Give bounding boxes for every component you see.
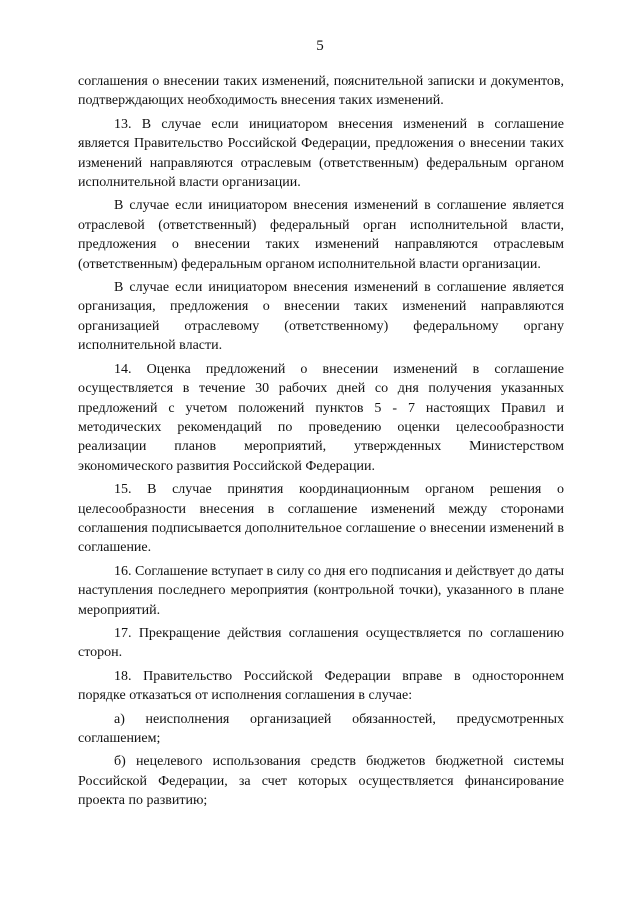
paragraph-item-16: 16. Соглашение вступает в силу со дня его подписания и действует до даты наступления последнего мероприятия (контрольной точки), указанного в плане мероприятий. [78,563,564,618]
paragraph-item-13: 13. В случае если инициатором внесения изменений в соглашение является Правительство Российской Федерации, предложения о внесении таких изменений направляются отраслевым (ответственным) федеральным органом исполнительной власти организации. [78,116,564,191]
paragraph-item-18-a: а) неисполнения организацией обязанностей, предусмотренных соглашением; [78,711,564,746]
paragraph-item-17: 17. Прекращение действия соглашения осуществляется по соглашению сторон. [78,625,564,661]
paragraph-item-15: 15. В случае принятия координационным органом решения о целесообразности внесения в соглашение изменений между сторонами соглашения подписывается дополнительное соглашение о внесении изменений в соглашение. [78,482,564,556]
paragraph-continuation: соглашения о внесении таких изменений, пояснительной записки и документов, подтверждающих необходимость внесения таких изменений. [78,74,564,109]
document-body [78,72,564,815]
page-number: 5 [316,38,324,54]
paragraph-item-18: 18. Правительство Российской Федерации вправе в одностороннем порядке отказаться от исполнения соглашения в случае: [78,668,564,704]
paragraph-item-13-federal-body: В случае если инициатором внесения изменений в соглашение является отраслевой (ответственный) федеральный орган исполнительной власти, предложения о внесении таких изменений направляются отраслевым (ответственным) федеральным органом исполнительной власти организации. [78,198,564,272]
paragraph-item-18-b: б) нецелевого использования средств бюджетов бюджетной системы Российской Федерации, за счет которых осуществляется финансирование проекта по развитию; [78,754,564,809]
paragraph-item-14: 14. Оценка предложений о внесении изменений в соглашение осуществляется в течение 30 рабочих дней со дня получения указанных предложений с учетом положений пунктов 5 - 7 настоящих Правил и методических рекомендаций по проведению оценки целесообразности реализации планов мероприятий, утвержденных Министерством экономического развития Российской Федерации. [78,361,564,474]
paragraph-item-13-organization: В случае если инициатором внесения изменений в соглашение является организация, предложения о внесении таких изменений направляются организацией отраслевому (ответственному) федеральному органу исполнительной власти. [78,280,564,354]
